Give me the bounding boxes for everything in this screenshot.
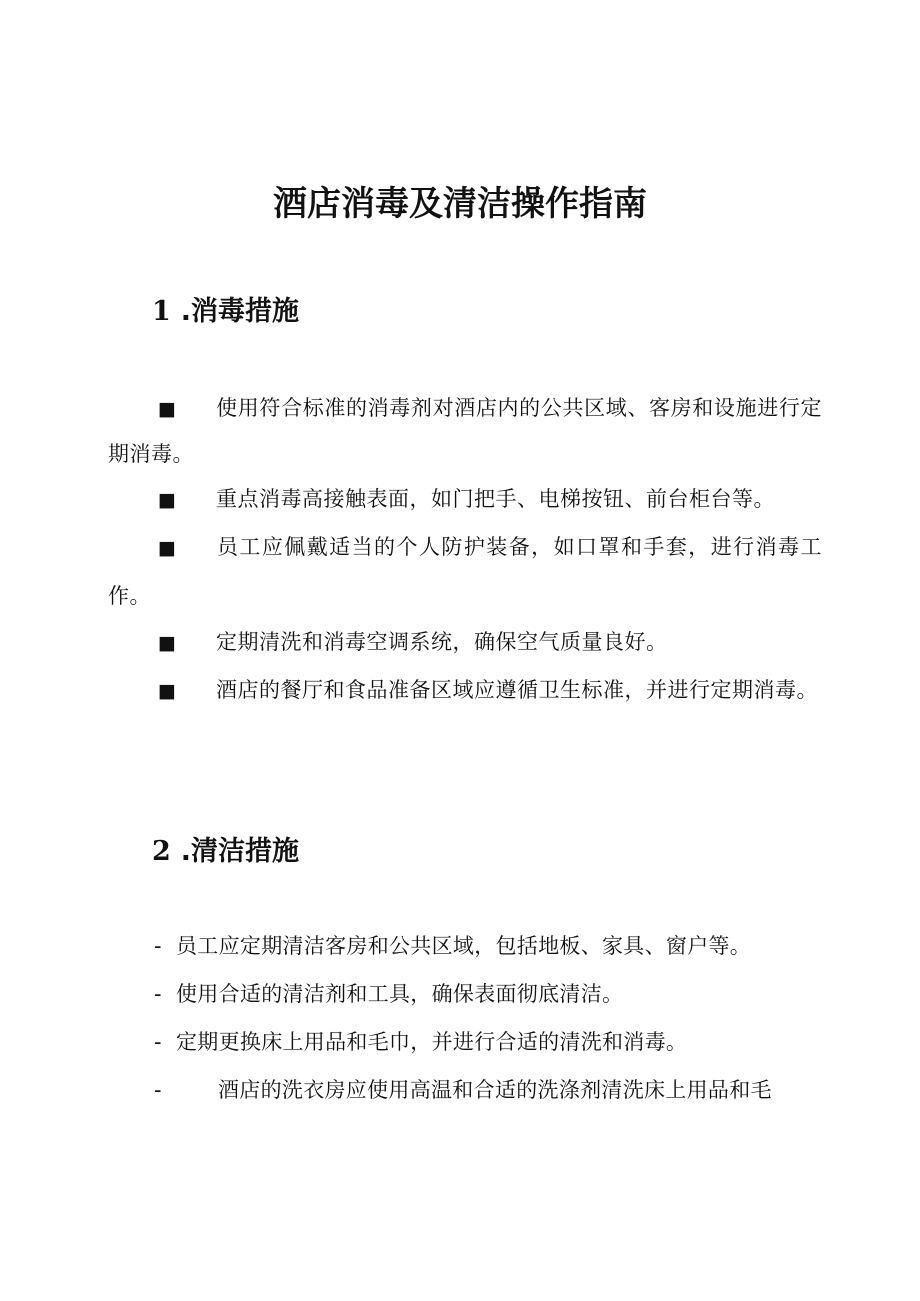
list-item-text: 定期更换床上用品和毛巾，并进行合适的清洗和消毒。 bbox=[176, 1030, 688, 1054]
list-item-text: 定期清洗和消毒空调系统，确保空气质量良好。 bbox=[216, 630, 668, 654]
document-title: 酒店消毒及清洁操作指南 bbox=[273, 184, 647, 224]
list-item bbox=[154, 1066, 822, 1114]
section-heading-disinfection bbox=[152, 294, 299, 330]
square-bullet-icon: ■ bbox=[158, 632, 177, 654]
list-item-text: 员工应定期清洁客房和公共区域，包括地板、家具、窗户等。 bbox=[176, 934, 752, 958]
dash-bullet-icon: - bbox=[154, 934, 162, 958]
list-item bbox=[108, 523, 822, 620]
dash-bullet-icon: - bbox=[154, 1078, 162, 1102]
list-item bbox=[154, 970, 822, 1018]
list-item bbox=[108, 386, 822, 477]
list-item-text: 员工应佩戴适当的个人防护装备，如口罩和手套，进行消毒工作。 bbox=[108, 535, 822, 608]
list-item-text: 使用合适的清洁剂和工具，确保表面彻底清洁。 bbox=[176, 982, 624, 1006]
dash-bullet-icon: - bbox=[154, 1030, 162, 1054]
list-item-text: 使用符合标准的消毒剂对酒店内的公共区域、客房和设施进行定期消毒。 bbox=[108, 396, 822, 466]
list-item bbox=[108, 620, 822, 666]
section-number: 2 bbox=[152, 836, 171, 867]
list-item bbox=[108, 477, 822, 523]
list-item-text: 酒店的餐厅和食品准备区域应遵循卫生标准，并进行定期消毒。 bbox=[216, 678, 818, 702]
disinfection-list bbox=[108, 386, 822, 715]
section-title: .消毒措施 bbox=[180, 296, 300, 327]
section-title: .清洁措施 bbox=[180, 836, 300, 867]
list-item bbox=[154, 922, 822, 970]
section-heading-cleaning bbox=[152, 834, 299, 870]
square-bullet-icon: ■ bbox=[158, 489, 177, 511]
square-bullet-icon: ■ bbox=[158, 398, 177, 420]
dash-bullet-icon: - bbox=[154, 982, 162, 1006]
list-item-text: 酒店的洗衣房应使用高温和合适的洗涤剂清洗床上用品和毛 bbox=[218, 1078, 772, 1102]
section-number: 1 bbox=[152, 296, 171, 327]
list-item-text: 重点消毒高接触表面，如门把手、电梯按钮、前台柜台等。 bbox=[216, 487, 775, 511]
cleaning-list bbox=[154, 922, 822, 1114]
list-item bbox=[154, 1018, 822, 1066]
square-bullet-icon: ■ bbox=[158, 680, 177, 702]
square-bullet-icon: ■ bbox=[158, 537, 177, 559]
list-item bbox=[108, 666, 822, 715]
